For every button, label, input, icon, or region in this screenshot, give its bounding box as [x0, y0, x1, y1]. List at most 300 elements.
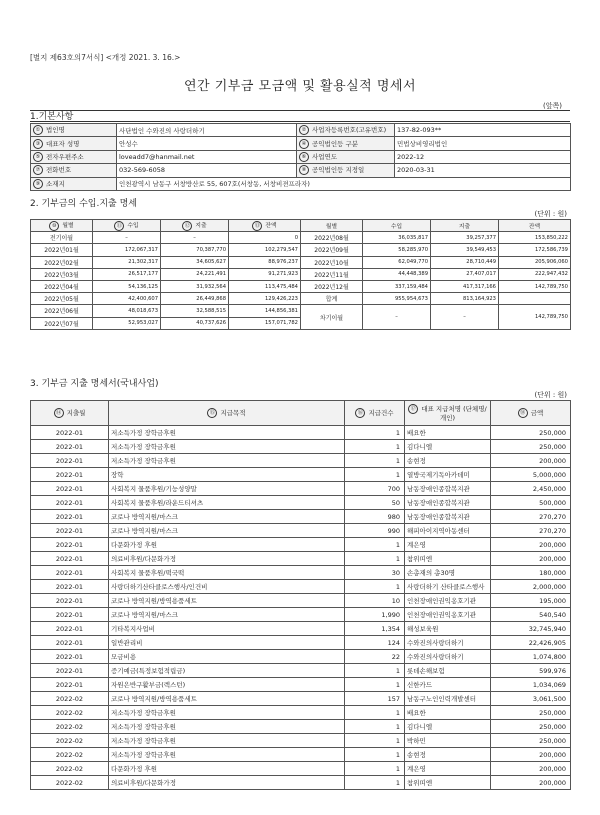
expense-cell: 1,354 — [345, 622, 405, 636]
expense-cell: 5,000,000 — [491, 468, 571, 482]
expense-cell: 저소득가정 장학금후원 — [109, 748, 345, 762]
expense-header-cell — [31, 401, 109, 426]
expense-cell: 2,450,000 — [491, 482, 571, 496]
circled-number: ⑥ — [299, 152, 309, 162]
income-cell: 205,906,060 — [499, 256, 571, 268]
expense-cell: 2022-01 — [31, 636, 109, 650]
income-header-text: 잔액 — [265, 223, 277, 230]
expense-cell: 540,540 — [491, 608, 571, 622]
expense-row — [31, 734, 571, 748]
expense-cell: 22,426,905 — [491, 636, 571, 650]
income-cell: 2022년06월 — [31, 305, 93, 317]
expense-cell: 저소득가정 장학금후원 — [109, 734, 345, 748]
section-basic-title: 1.기본사항 — [30, 112, 74, 122]
income-cell: 113,475,484 — [229, 280, 301, 292]
expense-row — [31, 496, 571, 510]
expense-cell: 코로나 방역지원/방역용품세트 — [109, 594, 345, 608]
expense-cell: 1 — [345, 762, 405, 776]
income-header-text: 지출 — [458, 224, 471, 231]
expense-cell: 1 — [345, 426, 405, 440]
expense-header-text: 지출월 — [66, 409, 86, 417]
form-number: [별지 제63호의7서식] <개정 2021. 3. 16.> — [30, 53, 181, 62]
income-unit-label: (단위 : 원) — [534, 210, 567, 218]
expense-row — [31, 440, 571, 454]
expense-row — [31, 622, 571, 636]
carry-over-expense: – — [431, 305, 499, 329]
expense-cell: 30 — [345, 566, 405, 580]
expense-cell: 수와진의사랑더하기 — [405, 650, 491, 664]
income-cell: 합계 — [301, 293, 363, 305]
expense-cell: 2022-01 — [31, 426, 109, 440]
expense-row — [31, 510, 571, 524]
expense-cell: 2022-01 — [31, 566, 109, 580]
income-row — [31, 268, 571, 280]
expense-cell: 990 — [345, 524, 405, 538]
income-cell: – — [93, 232, 161, 244]
expense-cell: 장학 — [109, 468, 345, 482]
income-cell: 2022년05월 — [31, 293, 93, 305]
expense-cell: 모금비용 — [109, 650, 345, 664]
expense-cell: 2022-01 — [31, 468, 109, 482]
expense-cell: 1 — [345, 552, 405, 566]
expense-cell: 2022-01 — [31, 664, 109, 678]
expense-cell: 저소득가정 장학금후원 — [109, 706, 345, 720]
income-row — [31, 293, 571, 305]
expense-cell: 남동장애인종합복지관 — [405, 496, 491, 510]
basic-label-text: 소재지 — [46, 179, 65, 188]
expense-cell: 250,000 — [491, 734, 571, 748]
expense-cell: 인천장애인권익옹호기관 — [405, 594, 491, 608]
expense-cell: 2022-02 — [31, 748, 109, 762]
expense-cell: 200,000 — [491, 776, 571, 790]
expense-cell: 사랑더하기 산타클로스행사 — [405, 580, 491, 594]
expense-cell: 1 — [345, 748, 405, 762]
expense-cell: 박하민 — [405, 734, 491, 748]
income-header-cell — [31, 220, 93, 232]
expense-cell: 1 — [345, 454, 405, 468]
income-cell: 2022년11월 — [301, 268, 363, 280]
income-cell: 24,221,491 — [161, 268, 229, 280]
circled-number: ⑯ — [355, 408, 365, 418]
income-cell: 전기이월 — [31, 232, 93, 244]
income-expense-table — [30, 219, 571, 330]
circled-number: ⑩ — [49, 221, 59, 231]
expense-row — [31, 678, 571, 692]
income-header-cell — [229, 220, 301, 232]
income-cell: 153,850,222 — [499, 232, 571, 244]
basic-value: 137-82-093** — [395, 124, 571, 137]
income-header-cell — [363, 220, 431, 232]
basic-label — [31, 164, 117, 177]
expense-cell: 1,990 — [345, 608, 405, 622]
income-cell: 58,285,970 — [363, 244, 431, 256]
expense-cell: 2022-01 — [31, 440, 109, 454]
circled-number: ④ — [299, 139, 309, 149]
income-header-cell — [431, 220, 499, 232]
income-cell: 157,071,782 — [229, 317, 301, 329]
expense-header-text: 지급목적 — [220, 409, 246, 417]
income-cell: 2022년01월 — [31, 244, 93, 256]
expense-cell: 해피아이지역아동센터 — [405, 524, 491, 538]
expense-cell: 2022-02 — [31, 706, 109, 720]
circled-number: ⑦ — [33, 165, 43, 175]
expense-row — [31, 664, 571, 678]
expense-cell: 사회복지 물품후원/떡국떡 — [109, 566, 345, 580]
income-cell: 129,426,223 — [229, 293, 301, 305]
expense-cell: 코로나 방역지원/방역용품세트 — [109, 692, 345, 706]
basic-label — [31, 137, 117, 150]
income-header-text: 지출 — [195, 223, 207, 230]
expense-cell: 32,745,940 — [491, 622, 571, 636]
expense-cell: 다문화가정 후원 — [109, 538, 345, 552]
expense-cell: 500,000 — [491, 496, 571, 510]
expense-cell: 2022-01 — [31, 510, 109, 524]
expense-cell: 3,061,500 — [491, 692, 571, 706]
expense-cell: 2022-01 — [31, 454, 109, 468]
expense-row — [31, 468, 571, 482]
income-cell: 955,954,673 — [363, 293, 431, 305]
basic-label-text: 사업연도 — [312, 152, 338, 161]
expense-row — [31, 454, 571, 468]
income-header-cell — [499, 220, 571, 232]
expense-cell: 2022-01 — [31, 482, 109, 496]
circled-number: ⑤ — [33, 152, 43, 162]
expense-row — [31, 580, 571, 594]
expense-cell: 배요한 — [405, 706, 491, 720]
income-cell: 39,549,453 — [431, 244, 499, 256]
expense-cell: 700 — [345, 482, 405, 496]
basic-row — [31, 164, 571, 177]
expense-cell: 참위띠엔 — [405, 776, 491, 790]
expense-cell: 157 — [345, 692, 405, 706]
circled-number: ⑨ — [33, 179, 43, 189]
income-row — [31, 305, 571, 317]
expense-cell: 송현정 — [405, 454, 491, 468]
income-cell: 32,588,515 — [161, 305, 229, 317]
expense-cell: 의료비후원/다문화가정 — [109, 776, 345, 790]
income-cell: 26,449,868 — [161, 293, 229, 305]
basic-row — [31, 137, 571, 150]
income-cell: 39,257,377 — [431, 232, 499, 244]
expense-cell: 해성보육원 — [405, 622, 491, 636]
expense-row — [31, 594, 571, 608]
income-cell: – — [161, 232, 229, 244]
expense-cell: 599,976 — [491, 664, 571, 678]
expense-row — [31, 524, 571, 538]
expense-cell: 250,000 — [491, 706, 571, 720]
expense-cell: 200,000 — [491, 454, 571, 468]
expense-row — [31, 566, 571, 580]
top-divider — [30, 110, 570, 122]
expense-cell: 250,000 — [491, 426, 571, 440]
income-cell: 2022년07월 — [31, 317, 93, 329]
basic-row — [31, 150, 571, 163]
expense-cell: 1,034,069 — [491, 678, 571, 692]
expense-cell: 기타복지사업비 — [109, 622, 345, 636]
expense-cell: 사회복지 물품후원/기능성양말 — [109, 482, 345, 496]
circled-number: ⑧ — [299, 165, 309, 175]
expense-cell: 1 — [345, 720, 405, 734]
expense-cell: 남동장애인종합복지관 — [405, 510, 491, 524]
income-cell: 27,407,017 — [431, 268, 499, 280]
expense-cell: 롯데손해보험 — [405, 664, 491, 678]
expense-cell: 남동장애인종합복지관 — [405, 482, 491, 496]
expense-cell: 1 — [345, 706, 405, 720]
basic-label-text: 공익법인등 지정일 — [312, 166, 365, 175]
expense-cell: 인천장애인권익옹호기관 — [405, 608, 491, 622]
section-expense-title: 3. 기부금 지출 명세서(국내사업) — [30, 379, 159, 389]
expense-row — [31, 776, 571, 790]
basic-label — [297, 137, 395, 150]
expense-cell: 1 — [345, 468, 405, 482]
expense-cell: 250,000 — [491, 720, 571, 734]
income-header-cell — [301, 220, 363, 232]
income-cell: 813,164,923 — [431, 293, 499, 305]
expense-cell: 200,000 — [491, 762, 571, 776]
expense-cell: 열방국제기독아카데미 — [405, 468, 491, 482]
income-cell: 31,932,564 — [161, 280, 229, 292]
income-cell: 2022년10월 — [301, 256, 363, 268]
income-cell: 144,856,381 — [229, 305, 301, 317]
income-cell: 2022년12월 — [301, 280, 363, 292]
income-cell: 2022년02월 — [31, 256, 93, 268]
expense-header-row — [31, 401, 571, 426]
expense-cell: 남동구노인인력개발센터 — [405, 692, 491, 706]
basic-value: 사단법인 수와진의 사랑더하기 — [117, 124, 297, 137]
expense-cell: 저소득가정 장학금후원 — [109, 440, 345, 454]
expense-row — [31, 720, 571, 734]
expense-cell: 2022-02 — [31, 692, 109, 706]
expense-cell: 2022-01 — [31, 496, 109, 510]
expense-row — [31, 650, 571, 664]
expense-cell: 200,000 — [491, 748, 571, 762]
expense-cell: 김다니엘 — [405, 720, 491, 734]
basic-label — [31, 177, 117, 190]
expense-row — [31, 538, 571, 552]
expense-cell: 저소득가정 장학금후원 — [109, 426, 345, 440]
expense-cell: 1 — [345, 776, 405, 790]
expense-cell: 1 — [345, 664, 405, 678]
circled-number: ② — [299, 125, 309, 135]
expense-row — [31, 748, 571, 762]
income-cell: 2022년03월 — [31, 268, 93, 280]
basic-info-table — [30, 123, 571, 191]
expense-table — [30, 400, 571, 790]
income-cell: 34,605,627 — [161, 256, 229, 268]
basic-label — [31, 150, 117, 163]
income-cell: 88,976,237 — [229, 256, 301, 268]
expense-cell: 980 — [345, 510, 405, 524]
expense-row — [31, 762, 571, 776]
expense-cell: 수와진의사랑더하기 — [405, 636, 491, 650]
expense-header-text: 금액 — [530, 409, 544, 417]
page-side-label: (앞쪽) — [543, 102, 562, 110]
expense-cell: 22 — [345, 650, 405, 664]
basic-value: 032-569-6058 — [117, 164, 297, 177]
circled-number: ⑪ — [114, 221, 124, 231]
basic-label-text: 공익법인등 구분 — [312, 139, 359, 148]
income-cell: 172,586,739 — [499, 244, 571, 256]
expense-cell: 2022-02 — [31, 734, 109, 748]
income-row — [31, 280, 571, 292]
income-cell: 2022년04월 — [31, 280, 93, 292]
expense-cell: 1 — [345, 538, 405, 552]
income-header-text: 수입 — [127, 223, 139, 230]
expense-row — [31, 552, 571, 566]
income-cell: 40,737,626 — [161, 317, 229, 329]
expense-cell: 1 — [345, 734, 405, 748]
expense-row — [31, 636, 571, 650]
income-cell: 28,710,449 — [431, 256, 499, 268]
basic-label — [297, 150, 395, 163]
basic-value: 민법상비영리법인 — [395, 137, 571, 150]
income-cell: 48,018,673 — [93, 305, 161, 317]
expense-cell: 10 — [345, 594, 405, 608]
expense-cell: 200,000 — [491, 538, 571, 552]
income-header-cell — [93, 220, 161, 232]
expense-cell: 270,270 — [491, 510, 571, 524]
expense-cell: 2022-02 — [31, 776, 109, 790]
expense-cell: 2022-01 — [31, 650, 109, 664]
expense-cell: 2022-02 — [31, 762, 109, 776]
income-header-text: 월별 — [62, 223, 74, 230]
income-cell: 417,317,166 — [431, 280, 499, 292]
expense-header-text: 대표 지급처명 (단체명/개인) — [421, 405, 487, 422]
income-header-row — [31, 220, 571, 232]
income-cell: 337,159,484 — [363, 280, 431, 292]
basic-label-text: 사업자등록번호(고유번호) — [312, 126, 387, 135]
expense-cell: 저소득가정 장학금후원 — [109, 720, 345, 734]
income-cell: 91,271,923 — [229, 268, 301, 280]
expense-cell: 일반관리비 — [109, 636, 345, 650]
expense-cell: 270,270 — [491, 524, 571, 538]
expense-cell: 2022-02 — [31, 720, 109, 734]
expense-cell: 사랑더하기산타클로스행사/인건비 — [109, 580, 345, 594]
expense-cell: 1 — [345, 580, 405, 594]
circled-number: ⑮ — [207, 408, 217, 418]
expense-cell: 신한카드 — [405, 678, 491, 692]
income-cell: 21,302,317 — [93, 256, 161, 268]
expense-cell: 증기예금(특정보험적립금) — [109, 664, 345, 678]
circled-number: ⑬ — [252, 221, 262, 231]
expense-cell: 200,000 — [491, 552, 571, 566]
expense-cell: 1 — [345, 440, 405, 454]
income-row — [31, 256, 571, 268]
expense-cell: 다문화가정 후원 — [109, 762, 345, 776]
income-row — [31, 232, 571, 244]
expense-header-text: 지급건수 — [368, 409, 394, 417]
circled-number: ⑱ — [518, 408, 528, 418]
basic-label — [297, 124, 395, 137]
carry-over-label: 차기이월 — [301, 305, 363, 329]
expense-cell: 계은영 — [405, 762, 491, 776]
expense-row — [31, 706, 571, 720]
income-cell: 54,136,125 — [93, 280, 161, 292]
expense-cell: 2022-01 — [31, 622, 109, 636]
expense-cell: 180,000 — [491, 566, 571, 580]
expense-header-cell — [109, 401, 345, 426]
expense-header-cell — [345, 401, 405, 426]
expense-cell: 송현정 — [405, 748, 491, 762]
basic-value: 2020-03-31 — [395, 164, 571, 177]
expense-unit-label: (단위 : 원) — [534, 391, 567, 399]
income-cell: 2022년08월 — [301, 232, 363, 244]
income-cell: 222,947,432 — [499, 268, 571, 280]
expense-cell: 2,000,000 — [491, 580, 571, 594]
expense-cell: 저소득가정 장학금후원 — [109, 454, 345, 468]
expense-cell: 124 — [345, 636, 405, 650]
income-cell: 44,448,389 — [363, 268, 431, 280]
basic-label-text: 법인명 — [46, 126, 65, 135]
expense-cell: 2022-01 — [31, 580, 109, 594]
income-cell: 52,953,027 — [93, 317, 161, 329]
expense-cell: 참위띠엔 — [405, 552, 491, 566]
expense-row — [31, 482, 571, 496]
expense-cell: 2022-01 — [31, 678, 109, 692]
expense-cell: 배요한 — [405, 426, 491, 440]
basic-row — [31, 124, 571, 137]
basic-label-text: 대표자 성명 — [46, 139, 80, 148]
income-header-text: 월별 — [325, 224, 338, 231]
carry-over-income: – — [363, 305, 431, 329]
income-cell: 102,279,547 — [229, 244, 301, 256]
basic-label — [297, 164, 395, 177]
section-income-title: 2. 기부금의 수입.지출 명세 — [30, 199, 137, 209]
expense-row — [31, 426, 571, 440]
income-cell: 42,400,607 — [93, 293, 161, 305]
expense-row — [31, 608, 571, 622]
income-header-text: 잔액 — [528, 224, 541, 231]
circled-number: ⑫ — [182, 221, 192, 231]
income-cell: 0 — [229, 232, 301, 244]
expense-cell: 2022-01 — [31, 608, 109, 622]
expense-cell: 코로나 방역지원/마스크 — [109, 524, 345, 538]
expense-cell: 50 — [345, 496, 405, 510]
income-row — [31, 244, 571, 256]
circled-number: ⑰ — [408, 404, 418, 414]
basic-row — [31, 177, 571, 190]
expense-cell: 250,000 — [491, 440, 571, 454]
income-cell: 62,049,770 — [363, 256, 431, 268]
circled-number: ① — [33, 125, 43, 135]
basic-value: 2022-12 — [395, 150, 571, 163]
expense-cell: 코로나 방역지원/마스크 — [109, 608, 345, 622]
income-cell: 2022년09월 — [301, 244, 363, 256]
expense-cell: 2022-01 — [31, 524, 109, 538]
expense-cell: 자원은반구활부금(렉스턴) — [109, 678, 345, 692]
expense-cell: 손총재의 총30명 — [405, 566, 491, 580]
circled-number: ⑭ — [54, 408, 64, 418]
expense-cell: 2022-01 — [31, 594, 109, 608]
basic-label — [31, 124, 117, 137]
expense-cell: 의료비후원/다문화가정 — [109, 552, 345, 566]
income-header-text: 수입 — [390, 224, 403, 231]
income-cell: 70,387,770 — [161, 244, 229, 256]
income-cell: 142,789,750 — [499, 280, 571, 292]
expense-cell: 사회복지 물품후원/라운드티셔츠 — [109, 496, 345, 510]
document-title: 연간 기부금 모금액 및 활용실적 명세서 — [183, 79, 417, 94]
income-cell: 172,067,317 — [93, 244, 161, 256]
basic-label-text: 전자우편주소 — [46, 152, 84, 161]
expense-cell: 2022-01 — [31, 552, 109, 566]
income-header-cell — [161, 220, 229, 232]
expense-row — [31, 692, 571, 706]
expense-cell: 계은영 — [405, 538, 491, 552]
expense-header-cell — [405, 401, 491, 426]
expense-cell: 1,074,800 — [491, 650, 571, 664]
basic-value: loveadd7@hanmail.net — [117, 150, 297, 163]
expense-header-cell — [491, 401, 571, 426]
